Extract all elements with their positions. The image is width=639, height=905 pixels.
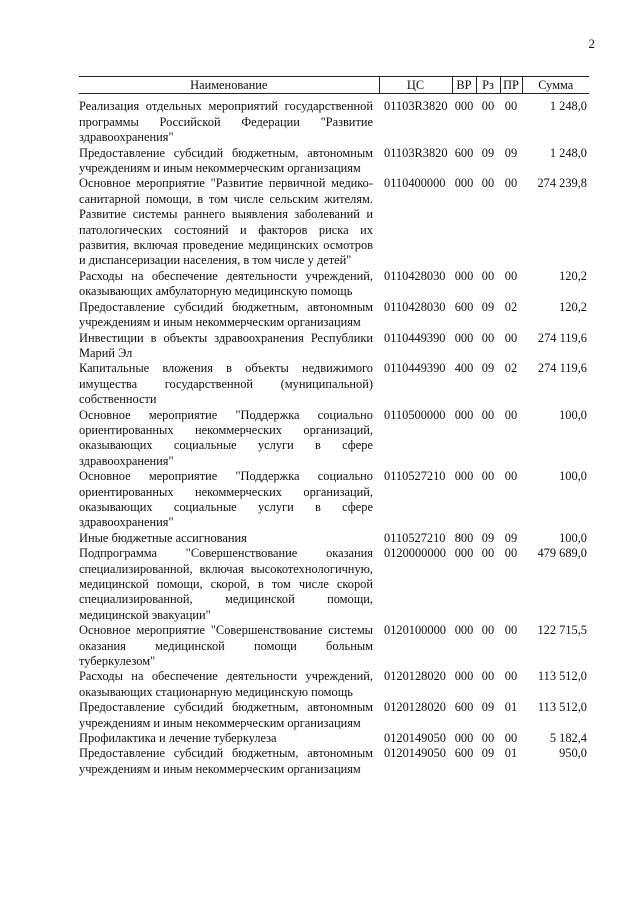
row-cs: 0120000000 — [384, 546, 446, 561]
table-header-row — [79, 77, 589, 94]
header-vr: ВР — [452, 77, 476, 94]
row-pr: 00 — [504, 546, 518, 561]
row-vr: 000 — [454, 330, 474, 345]
row-name: Инвестиции в объекты здравоохранения Республики Марий Эл — [79, 330, 373, 360]
row-cs: 0120128020 — [384, 700, 446, 715]
row-rz: 00 — [481, 407, 495, 422]
row-name: Предоставление субсидий бюджетным, автономным учреждениям и иным некоммерческим организациям — [79, 746, 373, 776]
row-sum: 1 248,0 — [549, 145, 587, 160]
row-cs: 0110449390 — [384, 361, 446, 376]
row-sum: 100,0 — [559, 469, 587, 484]
row-pr: 00 — [504, 469, 518, 484]
table-row — [79, 623, 589, 669]
row-vr: 000 — [454, 623, 474, 638]
row-rz: 00 — [481, 546, 495, 561]
budget-table — [79, 76, 589, 777]
table-row — [79, 531, 589, 546]
table-row — [79, 361, 589, 407]
row-vr: 600 — [454, 746, 474, 761]
row-cs: 01103R3820 — [384, 145, 448, 160]
row-pr: 01 — [504, 746, 518, 761]
row-cs: 0110527210 — [384, 530, 446, 545]
row-sum: 113 512,0 — [537, 669, 587, 684]
row-vr: 000 — [454, 176, 474, 191]
header-rz: Рз — [476, 77, 500, 94]
row-name: Основное мероприятие "Поддержка социально ориентированных некоммерческих организаций, оказывающих социальные услуги в сфере здравоохранения" — [79, 469, 373, 530]
table-row — [79, 176, 589, 268]
row-rz: 09 — [481, 299, 495, 314]
row-name: Предоставление субсидий бюджетным, автономным учреждениям и иным некоммерческим организациям — [79, 145, 373, 176]
row-vr: 000 — [454, 669, 474, 684]
table-row — [79, 94, 589, 146]
row-pr: 00 — [504, 176, 518, 191]
table-row — [79, 408, 589, 470]
page-number: 2 — [588, 36, 595, 51]
table-row — [79, 331, 589, 362]
table-row — [79, 746, 589, 777]
row-sum: 5 182,4 — [549, 731, 587, 746]
row-sum: 122 715,5 — [537, 623, 587, 638]
row-rz: 09 — [481, 361, 495, 376]
row-pr: 00 — [504, 99, 518, 114]
row-sum: 100,0 — [559, 530, 587, 545]
table-row — [79, 146, 589, 177]
table-row — [79, 300, 589, 331]
row-name: Расходы на обеспечение деятельности учреждений, оказывающих амбулаторную медицинскую помощь — [79, 268, 373, 299]
row-vr: 600 — [454, 145, 474, 160]
row-pr: 09 — [504, 145, 518, 160]
header-cs: ЦС — [379, 77, 452, 94]
row-vr: 000 — [454, 268, 474, 283]
row-rz: 09 — [481, 700, 495, 715]
row-vr: 000 — [454, 546, 474, 561]
row-pr: 02 — [504, 299, 518, 314]
header-name: Наименование — [79, 77, 379, 94]
row-cs: 0110428030 — [384, 299, 446, 314]
row-sum: 274 119,6 — [537, 361, 587, 376]
row-rz: 09 — [481, 746, 495, 761]
row-cs: 0110527210 — [384, 469, 446, 484]
row-pr: 00 — [504, 623, 518, 638]
row-name: Иные бюджетные ассигнования — [79, 530, 247, 545]
table-row — [79, 269, 589, 300]
row-vr: 600 — [454, 299, 474, 314]
header-pr: ПР — [500, 77, 522, 94]
row-cs: 01103R3820 — [384, 99, 448, 114]
row-vr: 400 — [454, 361, 474, 376]
row-rz: 00 — [481, 268, 495, 283]
row-rz: 00 — [481, 176, 495, 191]
row-rz: 09 — [481, 145, 495, 160]
row-cs: 0120149050 — [384, 731, 446, 746]
row-rz: 09 — [481, 530, 495, 545]
table-row — [79, 731, 589, 746]
row-name: Предоставление субсидий бюджетным, автономным учреждениям и иным некоммерческим организациям — [79, 700, 373, 730]
row-cs: 0110428030 — [384, 268, 446, 283]
row-rz: 00 — [481, 99, 495, 114]
row-cs: 0110400000 — [384, 176, 446, 191]
row-cs: 0120149050 — [384, 746, 446, 761]
row-name: Реализация отдельных мероприятий государственной программы Российской Федерации "Развитие здравоохранения" — [79, 99, 373, 145]
row-pr: 01 — [504, 700, 518, 715]
row-cs: 0120100000 — [384, 623, 446, 638]
row-rz: 00 — [481, 469, 495, 484]
row-sum: 274 119,6 — [537, 330, 587, 345]
row-vr: 000 — [454, 731, 474, 746]
row-sum: 113 512,0 — [537, 700, 587, 715]
row-pr: 09 — [504, 530, 518, 545]
row-name: Расходы на обеспечение деятельности учреждений, оказывающих стационарную медицинскую помощь — [79, 669, 373, 699]
row-sum: 1 248,0 — [549, 99, 587, 114]
row-pr: 00 — [504, 330, 518, 345]
table-row — [79, 546, 589, 623]
row-name: Подпрограмма "Совершенствование оказания специализированной, включая высокотехнологичную, медицинской помощи, скорой, в том числе скорой специализированной, медицинской помощи, медицинской эвакуации" — [79, 546, 373, 622]
row-sum: 274 239,8 — [537, 176, 587, 191]
row-vr: 000 — [454, 99, 474, 114]
row-vr: 600 — [454, 700, 474, 715]
row-sum: 120,2 — [559, 299, 587, 314]
row-sum: 120,2 — [559, 268, 587, 283]
row-rz: 00 — [481, 731, 495, 746]
row-rz: 00 — [481, 623, 495, 638]
row-cs: 0120128020 — [384, 669, 446, 684]
row-name: Основное мероприятие "Развитие первичной медико-санитарной помощи, в том числе сельским жителям. Развитие системы раннего выявления заболеваний и патологических состояний и факторов риска их развития, включая проведение медицинских осмотров и диспансеризации населения, в том числе у детей" — [79, 176, 373, 268]
row-pr: 00 — [504, 669, 518, 684]
row-name: Основное мероприятие "Совершенствование системы оказания медицинской помощи больным туберкулезом" — [79, 623, 373, 669]
row-cs: 0110500000 — [384, 407, 446, 422]
row-pr: 00 — [504, 731, 518, 746]
header-sum: Сумма — [522, 77, 589, 94]
row-cs: 0110449390 — [384, 330, 446, 345]
row-vr: 000 — [454, 407, 474, 422]
row-pr: 02 — [504, 361, 518, 376]
row-name: Профилактика и лечение туберкулеза — [79, 731, 277, 746]
row-vr: 000 — [454, 469, 474, 484]
row-sum: 950,0 — [559, 746, 587, 761]
table-row — [79, 669, 589, 700]
row-sum: 100,0 — [559, 407, 587, 422]
row-pr: 00 — [504, 268, 518, 283]
table-row — [79, 469, 589, 531]
row-name: Основное мероприятие "Поддержка социально ориентированных некоммерческих организаций, оказывающих социальные услуги в сфере здравоохранения" — [79, 407, 373, 468]
row-pr: 00 — [504, 407, 518, 422]
row-rz: 00 — [481, 330, 495, 345]
row-vr: 800 — [454, 530, 474, 545]
row-name: Капитальные вложения в объекты недвижимого имущества государственной (муниципальной) собственности — [79, 361, 373, 407]
row-name: Предоставление субсидий бюджетным, автономным учреждениям и иным некоммерческим организациям — [79, 299, 373, 330]
table-row — [79, 700, 589, 731]
row-rz: 00 — [481, 669, 495, 684]
row-sum: 479 689,0 — [537, 546, 587, 561]
